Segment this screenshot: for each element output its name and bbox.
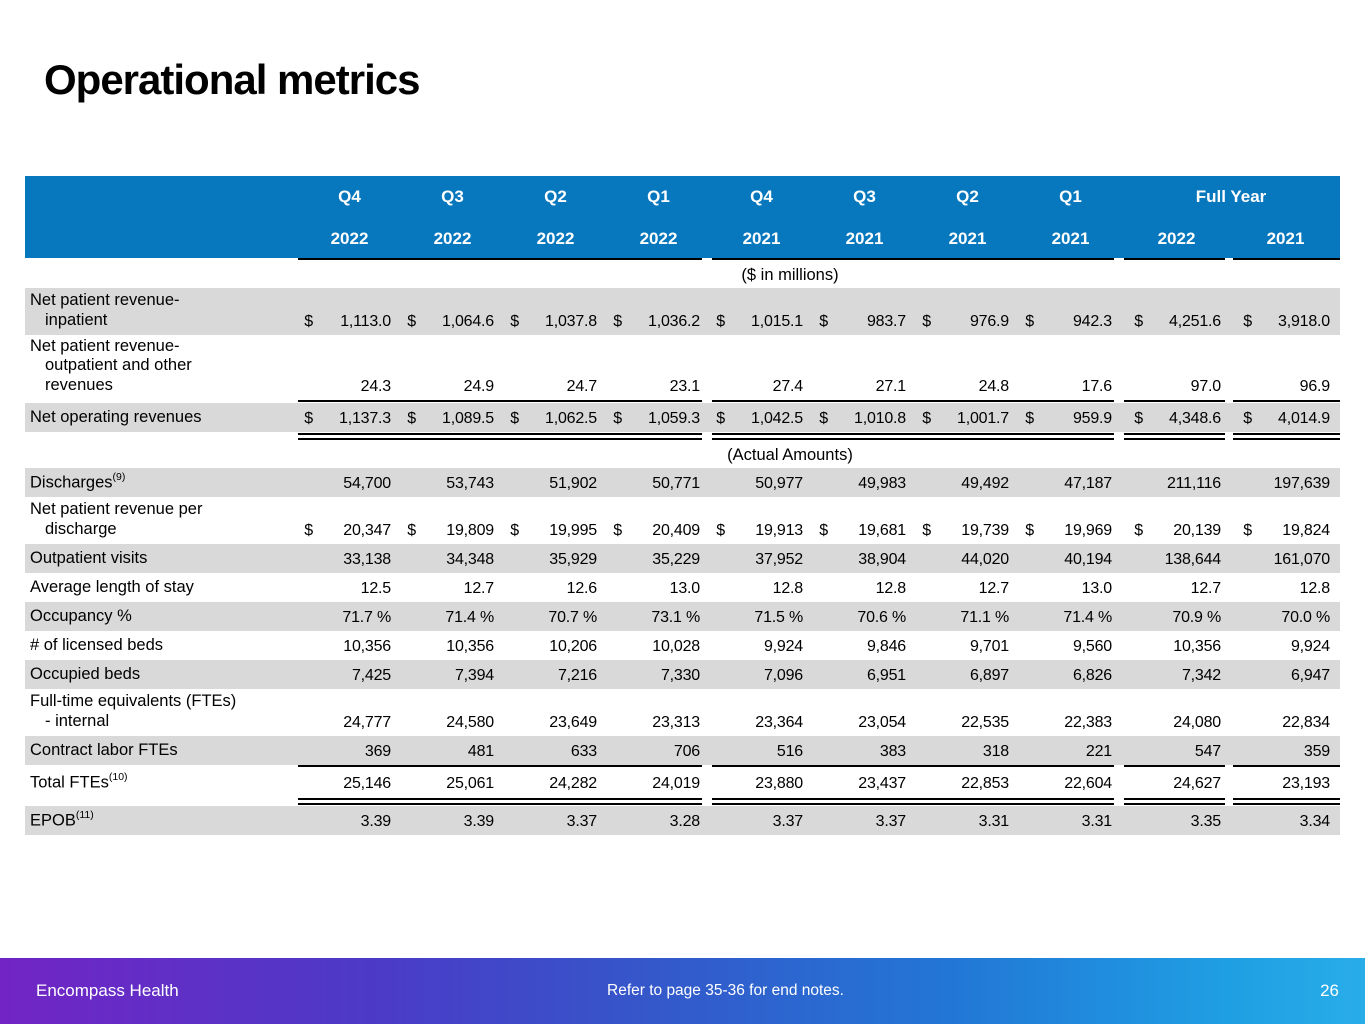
cell: 3.39 (463, 813, 494, 830)
row-label: Full-time equivalents (FTEs) - internal (30, 692, 237, 731)
table-row (25, 335, 1340, 400)
cell: 24.7 (566, 378, 597, 395)
header-quarter-q4-2021 (710, 176, 813, 258)
actual-amounts-note-row (25, 441, 1340, 468)
cell: 197,639 (1273, 475, 1330, 492)
cell: 54,700 (343, 475, 391, 492)
full-year-2021: 2021 (1266, 229, 1305, 248)
cell: 97.0 (1190, 378, 1221, 395)
row-label: Occupancy % (30, 607, 132, 626)
cell: 161,070 (1273, 551, 1330, 568)
header-full-year (1122, 176, 1340, 258)
cell: $ 1,089.5 (407, 410, 494, 427)
cell: 22,604 (1064, 775, 1112, 792)
cell: 27.4 (772, 378, 803, 395)
full-year-2022: 2022 (1157, 229, 1196, 248)
cell: 9,560 (1072, 638, 1112, 655)
cell: 50,771 (652, 475, 700, 492)
quarter-label: Q4 (750, 187, 773, 206)
cell: $ 19,739 (922, 522, 1009, 539)
cell: $ 1,062.5 (510, 410, 597, 427)
cell: 6,951 (866, 667, 906, 684)
cell: 3.31 (978, 813, 1009, 830)
footnote-marker: (10) (108, 770, 128, 783)
cell: 12.8 (875, 580, 906, 597)
cell: 47,187 (1064, 475, 1112, 492)
row-label: # of licensed beds (30, 636, 164, 655)
cell: 71.4 % (445, 609, 494, 626)
cell: 23,437 (858, 775, 906, 792)
cell: $ 1,059.3 (613, 410, 700, 427)
footer-bar (0, 958, 1365, 1024)
cell: 3.34 (1299, 813, 1330, 830)
table-row (25, 573, 1340, 602)
cell: 481 (467, 743, 494, 760)
cell: $ 1,001.7 (922, 410, 1009, 427)
cell: $ 20,139 (1134, 522, 1221, 539)
table-header-row (25, 176, 1340, 258)
cell: 9,924 (1290, 638, 1330, 655)
cell: 3.39 (360, 813, 391, 830)
cell: 44,020 (961, 551, 1009, 568)
table-row (25, 660, 1340, 689)
cell: 24,627 (1173, 775, 1221, 792)
cell: 24,282 (549, 775, 597, 792)
cell: 3.37 (772, 813, 803, 830)
page-title: Operational metrics (44, 56, 420, 103)
cell: $ 983.7 (819, 313, 906, 330)
header-quarter-q4-2022 (298, 176, 401, 258)
cell: $ 1,010.8 (819, 410, 906, 427)
cell: 633 (570, 743, 597, 760)
cell: 23,193 (1282, 775, 1330, 792)
cell: 70.0 % (1281, 609, 1330, 626)
cell: 53,743 (446, 475, 494, 492)
footer-company: Encompass Health (36, 981, 179, 1000)
cell: 9,846 (866, 638, 906, 655)
cell: $ 976.9 (922, 313, 1009, 330)
cell: 12.7 (463, 580, 494, 597)
cell: 12.7 (1190, 580, 1221, 597)
cell: 10,356 (1173, 638, 1221, 655)
cell: 37,952 (755, 551, 803, 568)
cell: $ 4,251.6 (1134, 313, 1221, 330)
cell: 547 (1194, 743, 1221, 760)
cell: 6,947 (1290, 667, 1330, 684)
full-year-years (1122, 229, 1340, 249)
cell: 24.3 (360, 378, 391, 395)
cell: 22,834 (1282, 714, 1330, 731)
cell: 24,080 (1173, 714, 1221, 731)
cell: 22,853 (961, 775, 1009, 792)
cell: 13.0 (669, 580, 700, 597)
cell: $ 959.9 (1025, 410, 1112, 427)
cell: 10,356 (446, 638, 494, 655)
cell: 27.1 (875, 378, 906, 395)
cell: $ 1,042.5 (716, 410, 803, 427)
row-label: Discharges$^{(9)}$ (30, 470, 126, 492)
cell: 22,535 (961, 714, 1009, 731)
cell: 318 (982, 743, 1009, 760)
year-label: 2022 (639, 229, 678, 248)
cell: 359 (1303, 743, 1330, 760)
cell: 35,229 (652, 551, 700, 568)
cell: 3.37 (566, 813, 597, 830)
year-label: 2021 (1051, 229, 1090, 248)
quarter-label: Q1 (1059, 187, 1082, 206)
cell: 7,425 (351, 667, 391, 684)
header-quarter-q2-2022 (504, 176, 607, 258)
cell: 71.1 % (960, 609, 1009, 626)
cell: 9,924 (763, 638, 803, 655)
year-label: 2021 (742, 229, 781, 248)
row-label: EPOB$^{(11)}$ (30, 808, 94, 830)
cell: 383 (879, 743, 906, 760)
cell: 49,983 (858, 475, 906, 492)
header-quarter-q3-2021 (813, 176, 916, 258)
header-label-spacer (25, 176, 298, 258)
cell: 23,313 (652, 714, 700, 731)
cell: 7,394 (454, 667, 494, 684)
double-rule (25, 797, 1340, 806)
cell: 706 (673, 743, 700, 760)
cell: $ 20,347 (304, 522, 391, 539)
row-label: Net operating revenues (30, 408, 202, 427)
cell: 24,777 (343, 714, 391, 731)
cell: 24.9 (463, 378, 494, 395)
cell: $ 4,014.9 (1243, 410, 1330, 427)
cell: 23,880 (755, 775, 803, 792)
footnote-marker: (9) (112, 470, 126, 483)
cell: 23,054 (858, 714, 906, 731)
cell: $ 1,064.6 (407, 313, 494, 330)
quarter-label: Q2 (544, 187, 567, 206)
footnote-marker: (11) (75, 808, 94, 821)
row-label: Total FTEs$^{(10)}$ (30, 770, 128, 792)
cell: 71.4 % (1063, 609, 1112, 626)
table-row (25, 768, 1340, 797)
cell: 70.6 % (857, 609, 906, 626)
quarter-label: Q4 (338, 187, 361, 206)
cell: 23.1 (669, 378, 700, 395)
cell: $ 1,137.3 (304, 410, 391, 427)
cell: 25,061 (446, 775, 494, 792)
cell: $ 3,918.0 (1243, 313, 1330, 330)
cell: 6,826 (1072, 667, 1112, 684)
row-label: Outpatient visits (30, 549, 148, 568)
cell: 3.28 (669, 813, 700, 830)
header-quarter-q1-2021 (1019, 176, 1122, 258)
cell: 10,206 (549, 638, 597, 655)
full-year-label: Full Year (1195, 187, 1267, 206)
year-label: 2021 (845, 229, 884, 248)
cell: 24,580 (446, 714, 494, 731)
cell: 38,904 (858, 551, 906, 568)
cell: $ 19,995 (510, 522, 597, 539)
cell: $ 4,348.6 (1134, 410, 1221, 427)
cell: 24,019 (652, 775, 700, 792)
cell: 35,929 (549, 551, 597, 568)
quarter-label: Q3 (441, 187, 464, 206)
quarter-label: Q2 (956, 187, 979, 206)
cell: 138,644 (1164, 551, 1221, 568)
cell: 49,492 (961, 475, 1009, 492)
cell: 12.8 (772, 580, 803, 597)
row-label: Net patient revenue per discharge (30, 500, 203, 539)
cell: 369 (364, 743, 391, 760)
millions-note-row (25, 261, 1340, 288)
cell: 51,902 (549, 475, 597, 492)
cell: 516 (776, 743, 803, 760)
table-row (25, 544, 1340, 573)
cell: 3.35 (1190, 813, 1221, 830)
cell: 6,897 (969, 667, 1009, 684)
cell: 7,342 (1181, 667, 1221, 684)
table-row (25, 497, 1340, 544)
cell: 23,649 (549, 714, 597, 731)
cell: 12.6 (566, 580, 597, 597)
cell: 13.0 (1081, 580, 1112, 597)
year-label: 2022 (330, 229, 369, 248)
table-row (25, 631, 1340, 660)
year-label: 2022 (433, 229, 472, 248)
cell: 211,116 (1166, 475, 1221, 492)
cell: 3.31 (1081, 813, 1112, 830)
table-row (25, 602, 1340, 631)
row-label: Net patient revenue- inpatient (30, 291, 180, 330)
table-row (25, 736, 1340, 765)
row-label: Contract labor FTEs (30, 741, 178, 760)
cell: 24.8 (978, 378, 1009, 395)
cell: 10,028 (652, 638, 700, 655)
row-label: Average length of stay (30, 578, 194, 597)
cell: 34,348 (446, 551, 494, 568)
footer-page-number: 26 (1320, 981, 1339, 1000)
cell: 23,364 (755, 714, 803, 731)
cell: 70.9 % (1172, 609, 1221, 626)
cell: 12.5 (360, 580, 391, 597)
footer-note: Refer to page 35-36 for end notes. (607, 982, 844, 999)
row-label: Net patient revenue- outpatient and other revenues (30, 336, 192, 395)
quarter-label: Q3 (853, 187, 876, 206)
cell: 70.7 % (548, 609, 597, 626)
cell: $ 1,037.8 (510, 313, 597, 330)
cell: 25,146 (343, 775, 391, 792)
table-row (25, 689, 1340, 736)
header-quarter-q2-2021 (916, 176, 1019, 258)
cell: $ 19,824 (1243, 522, 1330, 539)
cell: 3.37 (875, 813, 906, 830)
table-row (25, 468, 1340, 497)
table-row (25, 288, 1340, 335)
cell: 9,701 (969, 638, 1009, 655)
cell: 40,194 (1064, 551, 1112, 568)
actual-amounts-note: (Actual Amounts) (727, 446, 853, 464)
cell: 12.7 (978, 580, 1009, 597)
cell: $ 20,409 (613, 522, 700, 539)
cell: $ 19,913 (716, 522, 803, 539)
cell: $ 19,681 (819, 522, 906, 539)
cell: 73.1 % (651, 609, 700, 626)
header-quarter-q1-2022 (607, 176, 710, 258)
cell: 17.6 (1081, 378, 1112, 395)
cell: $ 19,809 (407, 522, 494, 539)
cell: 221 (1085, 743, 1112, 760)
operational-metrics-table (25, 176, 1340, 835)
cell: $ 1,036.2 (613, 313, 700, 330)
table-row (25, 403, 1340, 432)
cell: 71.5 % (754, 609, 803, 626)
cell: $ 19,969 (1025, 522, 1112, 539)
cell: $ 942.3 (1025, 313, 1112, 330)
year-label: 2022 (536, 229, 575, 248)
cell: 96.9 (1299, 378, 1330, 395)
cell: 7,216 (557, 667, 597, 684)
table-body (25, 288, 1340, 835)
cell: $ 1,015.1 (716, 313, 803, 330)
cell: 33,138 (343, 551, 391, 568)
table-row (25, 806, 1340, 835)
double-rule (25, 432, 1340, 441)
cell: 22,383 (1064, 714, 1112, 731)
cell: $ 1,113.0 (304, 313, 391, 330)
cell: 12.8 (1299, 580, 1330, 597)
cell: 50,977 (755, 475, 803, 492)
cell: 7,330 (660, 667, 700, 684)
quarter-label: Q1 (647, 187, 670, 206)
row-label: Occupied beds (30, 665, 141, 684)
cell: 10,356 (343, 638, 391, 655)
cell: 7,096 (763, 667, 803, 684)
millions-note: ($ in millions) (741, 266, 839, 284)
year-label: 2021 (948, 229, 987, 248)
cell: 71.7 % (342, 609, 391, 626)
header-quarter-q3-2022 (401, 176, 504, 258)
